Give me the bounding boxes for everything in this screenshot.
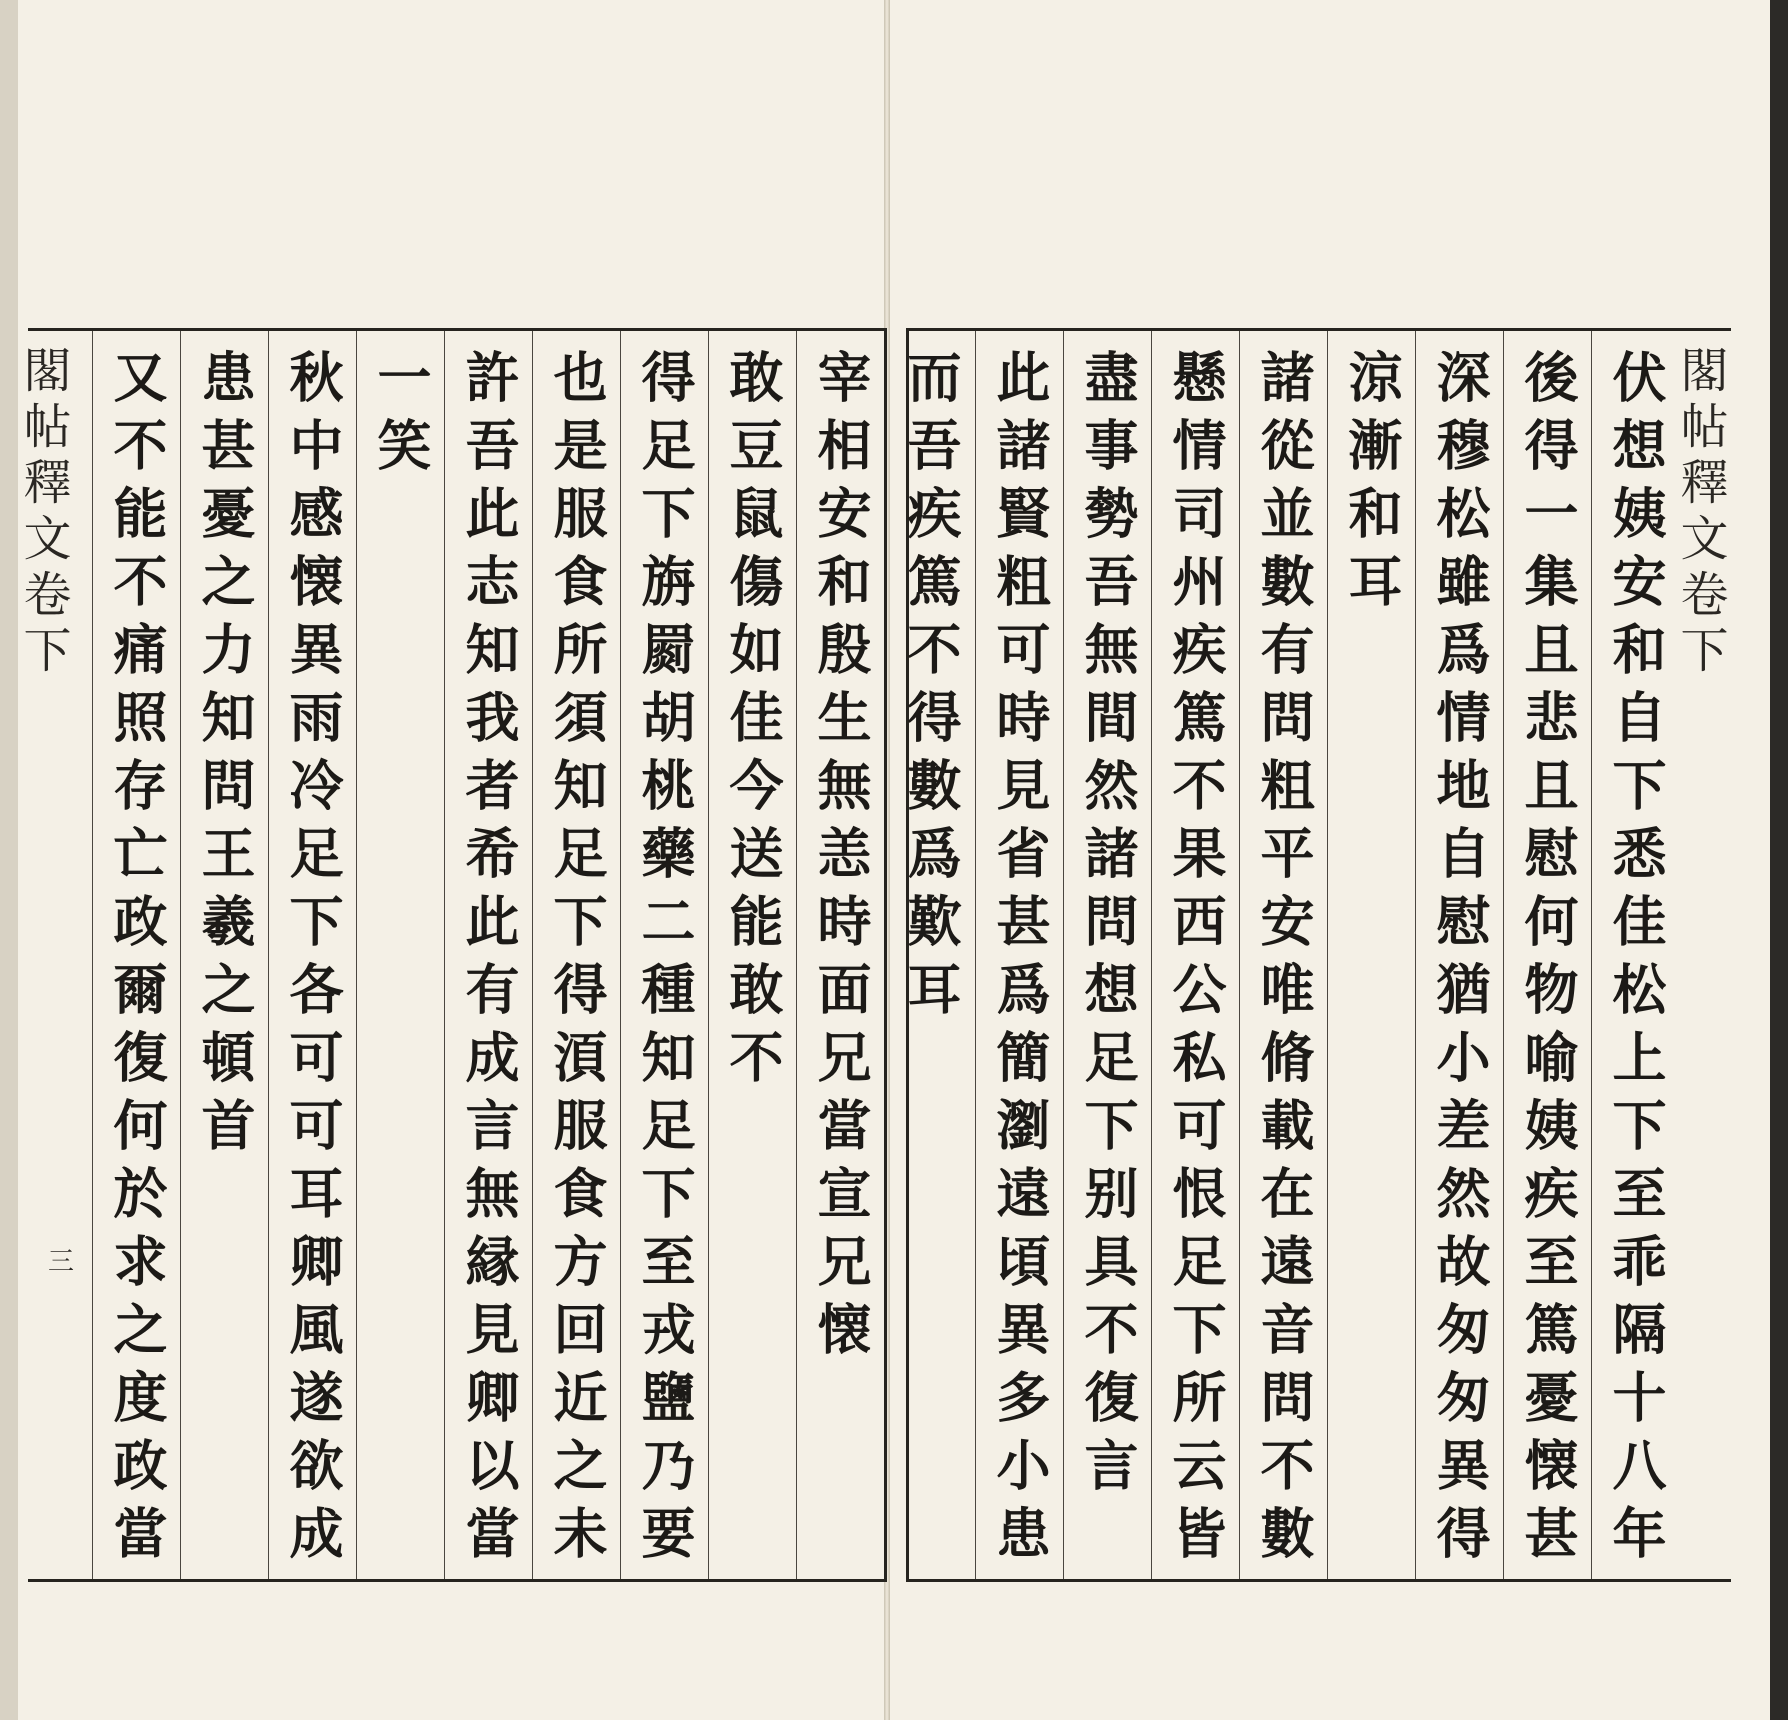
right-column-1 [1591,331,1680,1579]
right-column-7 [1063,331,1152,1579]
column-text: 深穆松雖爲情地自慰猶小差然故匆匆異得 [1428,349,1492,1573]
left-column-5 [444,331,533,1579]
folio-label-right: 閣帖釋文卷下 [1672,345,1728,681]
right-column-9 [887,331,975,1579]
column-text: 宰相安和殷生無恙時面兄當宣兄懐 [809,349,873,1369]
column-text: 懸情司州疾篤不果西公私可恨足下所云皆 [1164,349,1228,1573]
column-text: 也是服食所須知足下得湏服食方回近之未 [545,349,609,1573]
column-text: 又不能不痛照存亡政爾復何於求之度政當 [105,349,169,1573]
left-page-frame [15,328,887,1582]
folio-label-left: 閣帖釋文卷下 [15,345,71,681]
left-column-9 [92,331,181,1579]
column-text: 涼漸和耳 [1340,349,1404,621]
left-column-4 [532,331,621,1579]
column-text: 許吾此志知我者希此有成言無縁見卿以當 [457,349,521,1573]
column-text: 秋中感懐異雨冷足下各可可耳卿風遂欲成 [281,349,345,1573]
book-edge-right [1770,0,1788,1720]
book-edge-left [0,0,20,1720]
column-text: 患甚憂之力知問王羲之頓首 [193,349,257,1165]
left-column-6 [356,331,445,1579]
page-number: 三 [48,1247,75,1277]
left-column-3 [620,331,709,1579]
left-column-7 [268,331,357,1579]
right-column-4 [1327,331,1416,1579]
column-text: 後得一集且悲且慰何物喻姨疾至篤憂懐甚 [1516,349,1580,1573]
column-text: 此諸賢粗可時見省甚爲簡瀏遠頃異多小患 [988,349,1052,1573]
left-column-1 [796,331,885,1579]
left-column-2 [708,331,797,1579]
column-text: 一笑 [369,349,433,485]
column-text: 諸從並數有問粗平安唯脩載在遠音問不數 [1252,349,1316,1573]
column-text: 敢豆鼠傷如佳今送能敢不 [721,349,785,1097]
right-column-8 [975,331,1064,1579]
column-text: 盡事勢吾無間然諸問想足下别具不復言 [1076,349,1140,1505]
right-column-5 [1239,331,1328,1579]
left-column-8 [180,331,269,1579]
right-column-3 [1415,331,1504,1579]
column-text: 而吾疾篤不得數爲歎耳 [899,349,963,1029]
column-text: 得足下旃罽胡桃藥二種知足下至戎鹽乃要 [633,349,697,1573]
right-column-6 [1151,331,1240,1579]
column-text: 伏想姨安和自下悉佳松上下至乖隔十八年 [1604,349,1668,1573]
right-page-frame [899,328,1731,1582]
right-column-2 [1503,331,1592,1579]
